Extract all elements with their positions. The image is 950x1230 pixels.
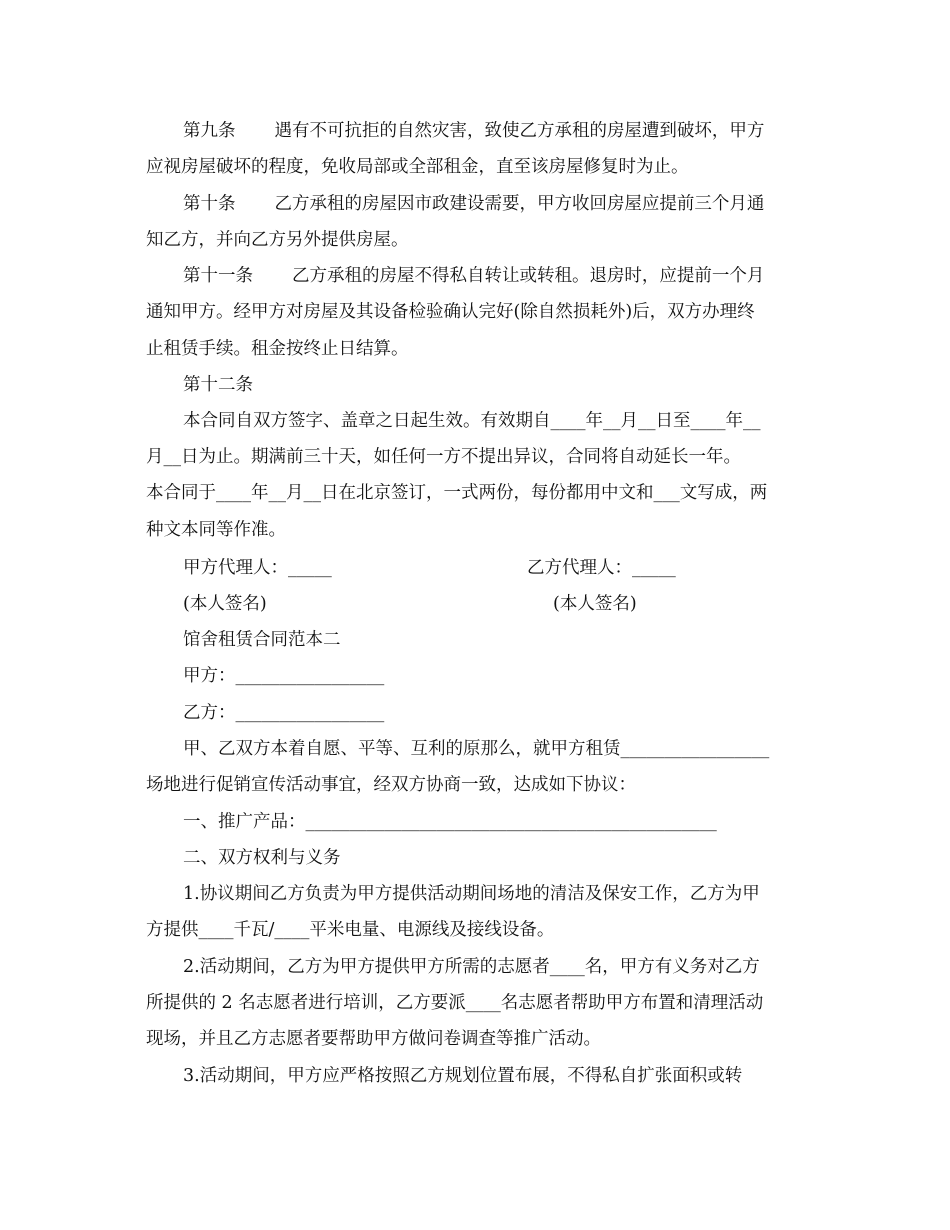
article-12-line-2: 月__日为止。期满前三十天，如任何一方不提出异议，合同将自动延长一年。 — [146, 447, 741, 467]
party-a-signature-note: (本人签名) — [183, 594, 267, 614]
contract-2-title: 馆舍租赁合同范本二 — [183, 630, 341, 650]
contract-2-intro-line-2: 场地进行促销宣传活动事宜，经双方协商一致，达成如下协议： — [146, 775, 636, 795]
party-a-agent: 甲方代理人：_____ — [183, 558, 332, 578]
article-12-line-4: 种文本同等作准。 — [146, 520, 286, 540]
contract-2-intro-line-1: 甲、乙双方本着自愿、平等、互利的原那么，就甲方租赁_________________ — [183, 739, 770, 759]
article-12-line-3: 本合同于____年__月__日在北京签订，一式两份，每份都用中文和___文写成，两 — [146, 483, 768, 503]
article-11-line-1: 第十一条 乙方承租的房屋不得私自转让或转租。退房时，应提前一个月 — [183, 266, 765, 286]
clause-1-line-1: 1.协议期间乙方负责为甲方提供活动期间场地的清洁及保安工作，乙方为甲 — [183, 884, 760, 904]
clause-1-line-2: 方提供____千瓦/____平米电量、电源线及接线设备。 — [146, 920, 555, 940]
clause-2-line-1: 2.活动期间，乙方为甲方提供甲方所需的志愿者____名，甲方有义务对乙方 — [183, 957, 760, 977]
clause-3-line-1: 3.活动期间，甲方应严格按照乙方规划位置布展，不得私自扩张面积或转 — [183, 1066, 743, 1086]
article-12-heading: 第十二条 — [183, 375, 253, 395]
article-11-line-2: 通知甲方。经甲方对房屋及其设备检验确认完好(除自然损耗外)后，双方办理终 — [146, 302, 755, 322]
clause-2-line-2: 所提供的 2 名志愿者进行培训，乙方要派____名志愿者帮助甲方布置和清理活动 — [146, 993, 764, 1013]
article-9-line-1: 第九条 遇有不可抗拒的自然灾害，致使乙方承租的房屋遭到破坏，甲方 — [183, 121, 765, 141]
contract-2-item-2: 二、双方权利与义务 — [183, 848, 341, 868]
party-b-signature-note: (本人签名) — [553, 594, 637, 614]
article-10-line-1: 第十条 乙方承租的房屋因市政建设需要，甲方收回房屋应提前三个月通 — [183, 194, 765, 214]
contract-2-party-b: 乙方：_________________ — [183, 703, 385, 723]
clause-2-line-3: 现场，并且乙方志愿者要帮助甲方做问卷调查等推广活动。 — [146, 1029, 601, 1049]
article-11-line-3: 止租赁手续。租金按终止日结算。 — [146, 339, 409, 359]
party-b-agent: 乙方代理人：_____ — [527, 558, 676, 578]
contract-2-item-1: 一、推广产品：_______________________________________________ — [183, 812, 717, 832]
article-9-line-2: 应视房屋破坏的程度，免收局部或全部租金，直至该房屋修复时为止。 — [146, 157, 689, 177]
article-10-line-2: 知乙方，并向乙方另外提供房屋。 — [146, 230, 409, 250]
article-12-line-1: 本合同自双方签字、盖章之日起生效。有效期自____年__月__日至____年__ — [183, 411, 761, 431]
contract-2-party-a: 甲方：_________________ — [183, 666, 385, 686]
